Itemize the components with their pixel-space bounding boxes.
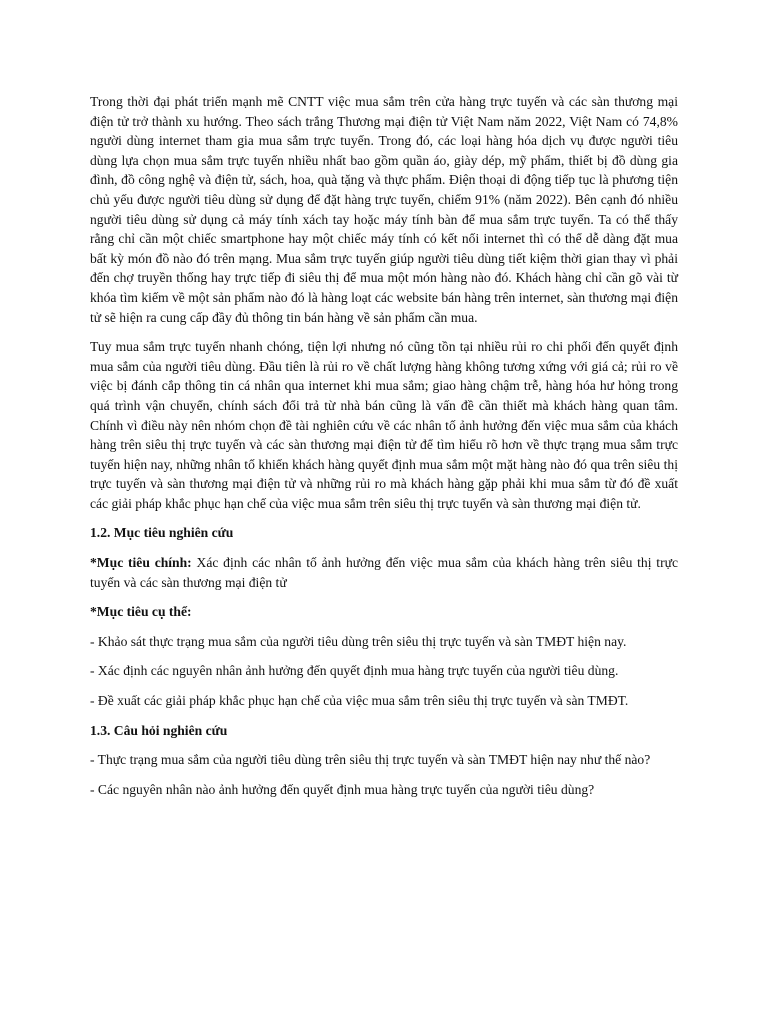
question-item: - Các nguyên nhân nào ảnh hưởng đến quyết định mua hàng trực tuyến của người tiêu dùng? [90, 781, 595, 797]
section-heading-questions: 1.3. Câu hỏi nghiên cứu [90, 722, 228, 738]
objective-item: - Xác định các nguyên nhân ảnh hưởng đến quyết định mua hàng trực tuyến của người tiêu dùng. [90, 663, 619, 679]
objective-item: - Khảo sát thực trạng mua sắm của người tiêu dùng trên siêu thị trực tuyến và sàn TMĐT hiện nay. [90, 633, 627, 649]
specific-objective-label: *Mục tiêu cụ thể: [90, 604, 192, 620]
main-objective-text: Xác định các nhân tố ảnh hưởng đến việc mua sắm của khách hàng trên siêu thị trực tuyến và các sàn thương mại điện tử [90, 555, 678, 590]
risk-paragraph: Tuy mua sắm trực tuyến nhanh chóng, tiện lợi nhưng nó cũng tồn tại nhiều rủi ro chi phối đến quyết định mua sắm của người tiêu dùng. Đầu tiên là rủi ro về chất lượng hàng không tương xứng với giá cả; rủi ro về việc bị đánh cắp thông tin cá nhân qua internet khi mua sắm; giao hàng chậm trễ, hàng hóa hư hỏng trong quá trình vận chuyển, chính sách đổi trả từ nhà bán cũng là vấn đề cần thiết mà khách hàng quan tâm. Chính vì điều này nên nhóm chọn đề tài nghiên cứu về các nhân tố ảnh hưởng đến việc mua sắm của khách hàng trên siêu thị trực tuyến và các sàn thương mại điện tử để tìm hiểu rõ hơn về thực trạng mua sắm trực tuyến hiện nay, những nhân tố khiến khách hàng quyết định mua sắm một mặt hàng nào đó qua trên siêu thị trực tuyến và sàn thương mại điện tử và những rủi ro mà khách hàng gặp phải khi mua sắm từ đó đề xuất các giải pháp khắc phục hạn chế của việc mua sắm trên siêu thị trực tuyến và sàn thương mại điện tử. [90, 339, 678, 511]
main-objective-label: *Mục tiêu chính: [90, 555, 192, 571]
main-objective [90, 553, 678, 592]
question-item: - Thực trạng mua sắm của người tiêu dùng trên siêu thị trực tuyến và sàn TMĐT hiện nay như thế nào? [90, 752, 651, 768]
objective-item: - Đề xuất các giải pháp khắc phục hạn chế của việc mua sắm trên siêu thị trực tuyến và sàn TMĐT. [90, 693, 629, 709]
section-heading-objectives: 1.2. Mục tiêu nghiên cứu [90, 525, 234, 541]
intro-paragraph: Trong thời đại phát triển mạnh mẽ CNTT việc mua sắm trên cửa hàng trực tuyến và các sàn thương mại điện tử trở thành xu hướng. Theo sách trắng Thương mại điện tử Việt Nam năm 2022, Việt Nam có 74,8% người dùng internet tham gia mua sắm trực tuyến. Trong đó, các loại hàng hóa dịch vụ được người tiêu dùng lựa chọn mua sắm trực tuyến nhiều nhất bao gồm quần áo, giày dép, mỹ phẩm, thiết bị đồ dùng gia đình, đồ công nghệ và điện tử, sách, hoa, quà tặng và thực phẩm. Điện thoại di động tiếp tục là phương tiện chủ yếu được người tiêu dùng sử dụng để đặt hàng trực tuyến, chiếm 91% (năm 2022). Bên cạnh đó nhiều người tiêu dùng sử dụng cả máy tính xách tay hoặc máy tính bàn để mua sắm trực tuyến. Ta có thể thấy rằng chỉ cần một chiếc smartphone hay một chiếc máy tính có kết nối internet thì có thể dễ dàng đặt mua bất kỳ món đồ nào đó trên mạng. Mua sắm trực tuyến giúp người tiêu dùng tiết kiệm thời gian thay vì phải đến chợ truyền thống hay trực tiếp đi siêu thị để mua một món hàng nào đó. Khách hàng chỉ cần gõ vài từ khóa tìm kiếm về một sản phẩm nào đó là hàng loạt các website bán hàng trên internet, sàn thương mại điện tử sẽ hiện ra cung cấp đầy đủ thông tin bán hàng về sản phẩm cần mua. [90, 94, 678, 325]
